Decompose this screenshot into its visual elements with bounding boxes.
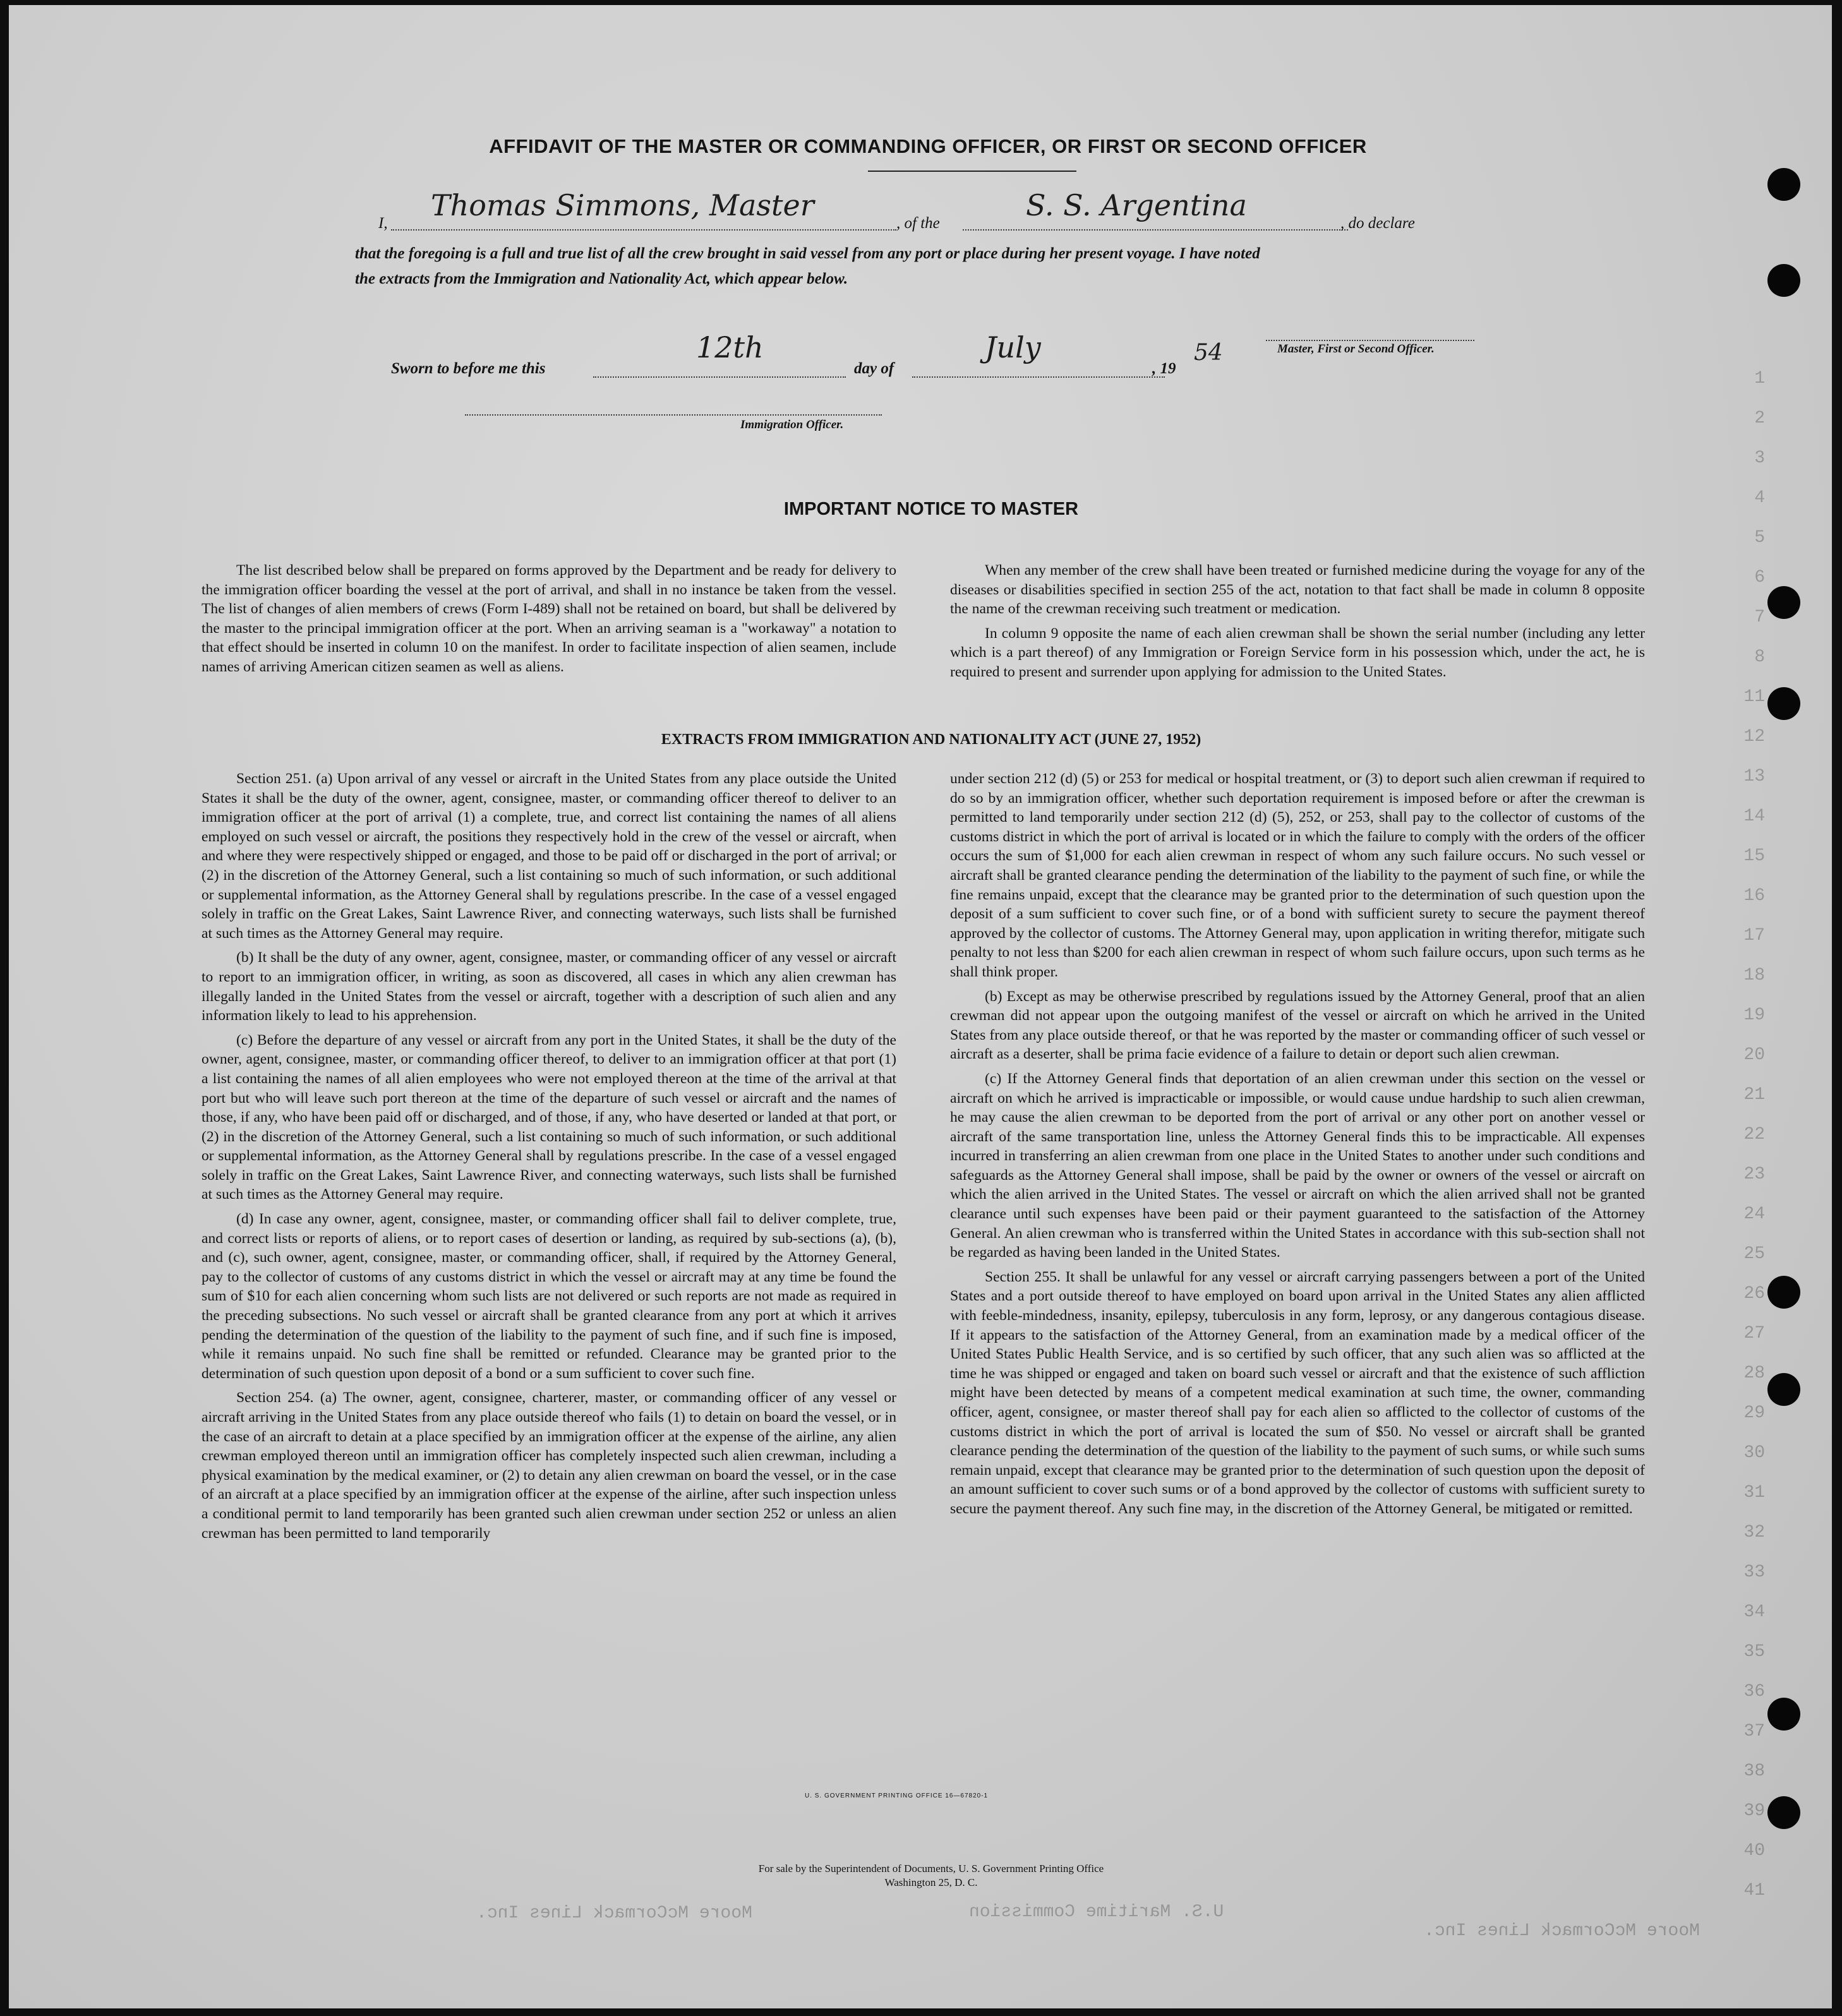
notice-title: IMPORTANT NOTICE TO MASTER <box>783 499 1079 519</box>
sworn-month-line <box>912 376 1165 378</box>
document-sheet <box>9 5 1832 2008</box>
extracts-left-column <box>202 769 896 1543</box>
year-prefix-label: , 19 <box>1152 360 1176 377</box>
declaration-line-1: that the foregoing is a full and true list of all the crew brought in said vessel from any port or place during her present voyage. I have noted <box>355 245 1260 262</box>
sale-notice-line-2: Washington 25, D. C. <box>884 1876 978 1888</box>
page-title: AFFIDAVIT OF THE MASTER OR COMMANDING OFFICER, OR FIRST OR SECOND OFFICER <box>489 135 1367 157</box>
signature-label: Master, First or Second Officer. <box>1277 342 1435 356</box>
affidavit-prefix: I, <box>378 215 388 232</box>
bleed-through-row-numbers: 1 2 3 4 5 6 7 8 11 12 13 14 15 16 17 18 19 20 21 22 23 24 25 26 27 28 29 30 31 32 33 34 35 36 37 38 39 40 41 <box>1743 369 1765 1900</box>
vessel-name-line <box>963 229 1348 231</box>
declaration-line-2: the extracts from the Immigration and Nationality Act, which appear below. <box>355 270 848 287</box>
bleed-through-text: Moore McCormack Lines Inc. <box>1424 1921 1700 1941</box>
gpo-imprint: U. S. GOVERNMENT PRINTING OFFICE 16—67820-1 <box>805 1792 989 1799</box>
punch-hole <box>1767 687 1800 720</box>
do-declare-label: , do declare <box>1340 215 1415 232</box>
bleed-through-text: Moore McCormack Lines Inc. <box>476 1904 752 1923</box>
section-254b: (b) Except as may be otherwise prescribed by regulations issued by the Attorney General, proof that an alien crewman did not appear upon the outgoing manifest of the vessel or aircraft on which he arrived in the United States from any place outside thereof, or that he was reported by the master or commanding officer of such vessel or aircraft as a deserter, shall be prima facie evidence of a failure to detain or deport such alien crewman. <box>950 988 1645 1063</box>
punch-hole <box>1767 586 1800 619</box>
immigration-officer-line <box>465 414 882 416</box>
day-of-label: day of <box>854 360 894 377</box>
section-251c: (c) Before the departure of any vessel or aircraft from any port in the United States, it shall be the duty of the owner, agent, consignee, master, or commanding officer thereof, to deliver to an immigration officer at that port (1) a list containing the names of all alien employees who were not employed thereon at the time of the arrival at that port but who will leave such port thereon at the time of the departure of such vessel or aircraft and the names of those, if any, who have been paid off or discharged, and of those, if any, who have deserted or landed at that port, or (2) in the discretion of the Attorney General, such a list containing so much of such information, or such additional or supplemental information, as the Attorney General shall by regulations prescribe. In the case of a vessel engaged solely in traffic on the Great Lakes, Saint Lawrence River, and connecting waterways, such lists shall be furnished at such times as the Attorney General may require. <box>202 1031 896 1203</box>
punch-hole <box>1767 1698 1800 1731</box>
master-name-handwritten: Thomas Simmons, Master <box>431 188 814 222</box>
punch-hole <box>1767 1373 1800 1406</box>
vessel-name-handwritten: S. S. Argentina <box>1026 188 1247 222</box>
sale-notice-line-1: For sale by the Superintendent of Documents, U. S. Government Printing Office <box>758 1863 1104 1875</box>
punch-hole <box>1767 264 1800 297</box>
immigration-officer-label: Immigration Officer. <box>740 418 844 431</box>
notice-paragraph: The list described below shall be prepared on forms approved by the Department and be ready for delivery to the immigration officer boarding the vessel at the port of arrival, and shall in no instance be taken from the vessel. The list of changes of alien members of crews (Form I-489) shall not be retained on board, but shall be delivered by the master to the principal immigration officer at the port. When an arriving seaman is a "workaway" a notation to that effect should be inserted in column 10 on the manifest. In order to facilitate inspection of alien seamen, include names of arriving American citizen seamen as well as aliens. <box>202 562 896 675</box>
section-254a-continued: under section 212 (d) (5) or 253 for medical or hospital treatment, or (3) to deport such alien crewman if required to do so by an immigration officer, whether such deportation requirement is imposed before or after the crewman is permitted to land temporarily under section 212 (d) (5), 252, or 253, shall pay to the collector of customs of the customs district in which the port of arrival is located or in which the failure to comply with the orders of the officer occurs the sum of $1,000 for each alien crewman in respect of whom any such failure occurs. No such vessel or aircraft shall be granted clearance pending the determination of the liability to the payment of such fine, or while the fine remains unpaid, except that the clearance may be granted prior to the determination of such question upon the deposit of a sum sufficient to cover such fine, or of a bond with sufficient surety to secure the payment thereof approved by the collector of customs. The Attorney General may, upon application in writing therefor, mitigate such penalty to not less than $200 for each alien crewman in respect of whom such failure occurs, upon such terms as he shall think proper. <box>950 771 1645 980</box>
sworn-year-handwritten: 54 <box>1194 340 1223 366</box>
section-251a: Section 251. (a) Upon arrival of any vessel or aircraft in the United States from any place outside the United States it shall be the duty of the owner, agent, consignee, master, or commanding officer thereof to deliver to an immigration officer at the port of arrival (1) a complete, true, and correct list containing the names of all aliens employed on such vessel or aircraft, the positions they respectively hold in the crew of the vessel or aircraft, when and where they were respectively shipped or engaged, and those to be paid off or discharged in the port of arrival; or (2) in the discretion of the Attorney General, such a list containing so much of such information, or such additional or supplemental information, as the Attorney General shall by regulations prescribe. In the case of a vessel engaged solely in traffic on the Great Lakes, Saint Lawrence River, and connecting waterways, such lists shall be furnished at such times as the Attorney General may require. <box>202 771 896 942</box>
notice-right-column <box>950 561 1645 682</box>
section-255: Section 255. It shall be unlawful for any vessel or aircraft carrying passengers between a port of the United States and a port outside thereof to have employed on board upon arrival in the United States any alien afflicted with feeble-mindedness, insanity, epilepsy, tuberculosis in any form, leprosy, or any dangerous contagious disease. If it appears to the satisfaction of the Attorney General, from an examination made by a medical officer of the United States Public Health Service, and is so certified by such officer, that any such alien was so afflicted at the time he was shipped or engaged and taken on board such vessel or aircraft and that the existence of such affliction might have been detected by means of a competent medical examination at such time, the owner, commanding officer, agent, consignee, or master thereof shall pay for each alien so afflicted to the collector of customs of the customs district in which the port of arrival is located the sum of $50. No vessel or aircraft shall be granted clearance pending the determination of the question of the liability to the payment of such sums, or while such sums remain unpaid, except that clearance may be granted prior to the determination of such question upon the deposit of an amount sufficient to cover such sums or of a bond approved by the collector of customs with sufficient surety to secure the payment thereof. Any such fine may, in the discretion of the Attorney General, be mitigated or remitted. <box>950 1268 1645 1517</box>
signature-line <box>1266 340 1474 341</box>
section-254a: Section 254. (a) The owner, agent, consignee, charterer, master, or commanding officer of any vessel or aircraft arriving in the United States from any place outside thereof who fails (1) to detain on board the vessel, or in the case of an aircraft to detain at a place specified by an immigration officer at the expense of the airline, any alien crewman employed thereon until an immigration officer has completely inspected such alien crewman, including a physical examination by the medical examiner, or (2) to detain any alien crewman on board the vessel, or in the case of an aircraft at a place specified by an immigration officer at the expense of the airline, after such inspection unless a conditional permit to land temporarily has been granted such alien crewman under section 252 or unless an alien crewman has been permitted to land temporarily <box>202 1389 896 1542</box>
section-251d: (d) In case any owner, agent, consignee, master, or commanding officer shall fail to deliver complete, true, and correct lists or reports of aliens, or to report cases of desertion or landing, as required by sub-sections (a), (b), and (c), such owner, agent, consignee, master, or commanding officer, shall, if required by the Attorney General, pay to the collector of customs of any customs district in which the vessel or aircraft may at any time be found the sum of $10 for each alien concerning whom such lists are not delivered or such reports are not made as required in the preceding subsections. No such vessel or aircraft shall be granted clearance from any port at which it arrives pending the determination of the question of the liability to the payment of such fine, and if such fine is imposed, while it remains unpaid. No such fine shall be remitted or refunded. Clearance may be granted prior to the determination of such question upon deposit of a bond or a sum sufficient to cover such fine. <box>202 1211 896 1382</box>
bleed-through-text: U.S. Maritime Commission <box>969 1902 1224 1922</box>
sworn-label: Sworn to before me this <box>391 360 546 377</box>
title-rule <box>868 171 1076 172</box>
sworn-month-handwritten: July <box>985 330 1041 364</box>
extracts-title: EXTRACTS FROM IMMIGRATION AND NATIONALITY ACT (JUNE 27, 1952) <box>661 731 1201 748</box>
sworn-day-handwritten: 12th <box>696 330 764 364</box>
master-name-line <box>391 229 896 231</box>
section-251b: (b) It shall be the duty of any owner, agent, consignee, master, or commanding officer of any vessel or aircraft to report to an immigration officer, in writing, as soon as discovered, all cases in which any alien crewman has illegally landed in the United States from the vessel or aircraft, together with a description of such alien and any information likely to lead to his apprehension. <box>202 949 896 1024</box>
sworn-day-line <box>593 376 846 378</box>
notice-left-column <box>202 561 896 677</box>
of-the-label: , of the <box>896 215 940 232</box>
sale-notice <box>691 1862 1171 1890</box>
punch-hole <box>1767 1796 1800 1829</box>
notice-paragraph: When any member of the crew shall have been treated or furnished medicine during the voyage for any of the diseases or disabilities specified in section 255 of the act, notation to that fact shall be made in column 8 opposite the name of the crewman receiving such treatment or medication. <box>950 562 1645 618</box>
section-254c: (c) If the Attorney General finds that deportation of an alien crewman under this section on the vessel or aircraft on which he arrived is impracticable or impossible, or would cause undue hardship to such alien crewman, he may cause the alien crewman to be deported from the port of arrival or any other port on another vessel or aircraft of the same transportation line, unless the Attorney General finds this to be impracticable. All expenses incurred in transferring an alien crewman from one place in the United States to another under such conditions and safeguards as the Attorney General shall impose, shall be paid by the owner or owners of the vessel or aircraft on which the alien arrived in the United States. The vessel or aircraft on which the alien arrived shall not be granted clearance until such expenses have been paid or their payment guaranteed to the satisfaction of the Attorney General. An alien crewman who is transferred within the United States in accordance with this sub-section shall not be regarded as having been landed in the United States. <box>950 1070 1645 1261</box>
punch-hole <box>1767 168 1800 201</box>
punch-hole <box>1767 1276 1800 1309</box>
notice-paragraph: In column 9 opposite the name of each alien crewman shall be shown the serial number (including any letter which is a part thereof) of any Immigration or Foreign Service form in his possession which, under the act, he is required to present and surrender upon applying for admission to the United States. <box>950 625 1645 680</box>
extracts-right-column <box>950 769 1645 1519</box>
